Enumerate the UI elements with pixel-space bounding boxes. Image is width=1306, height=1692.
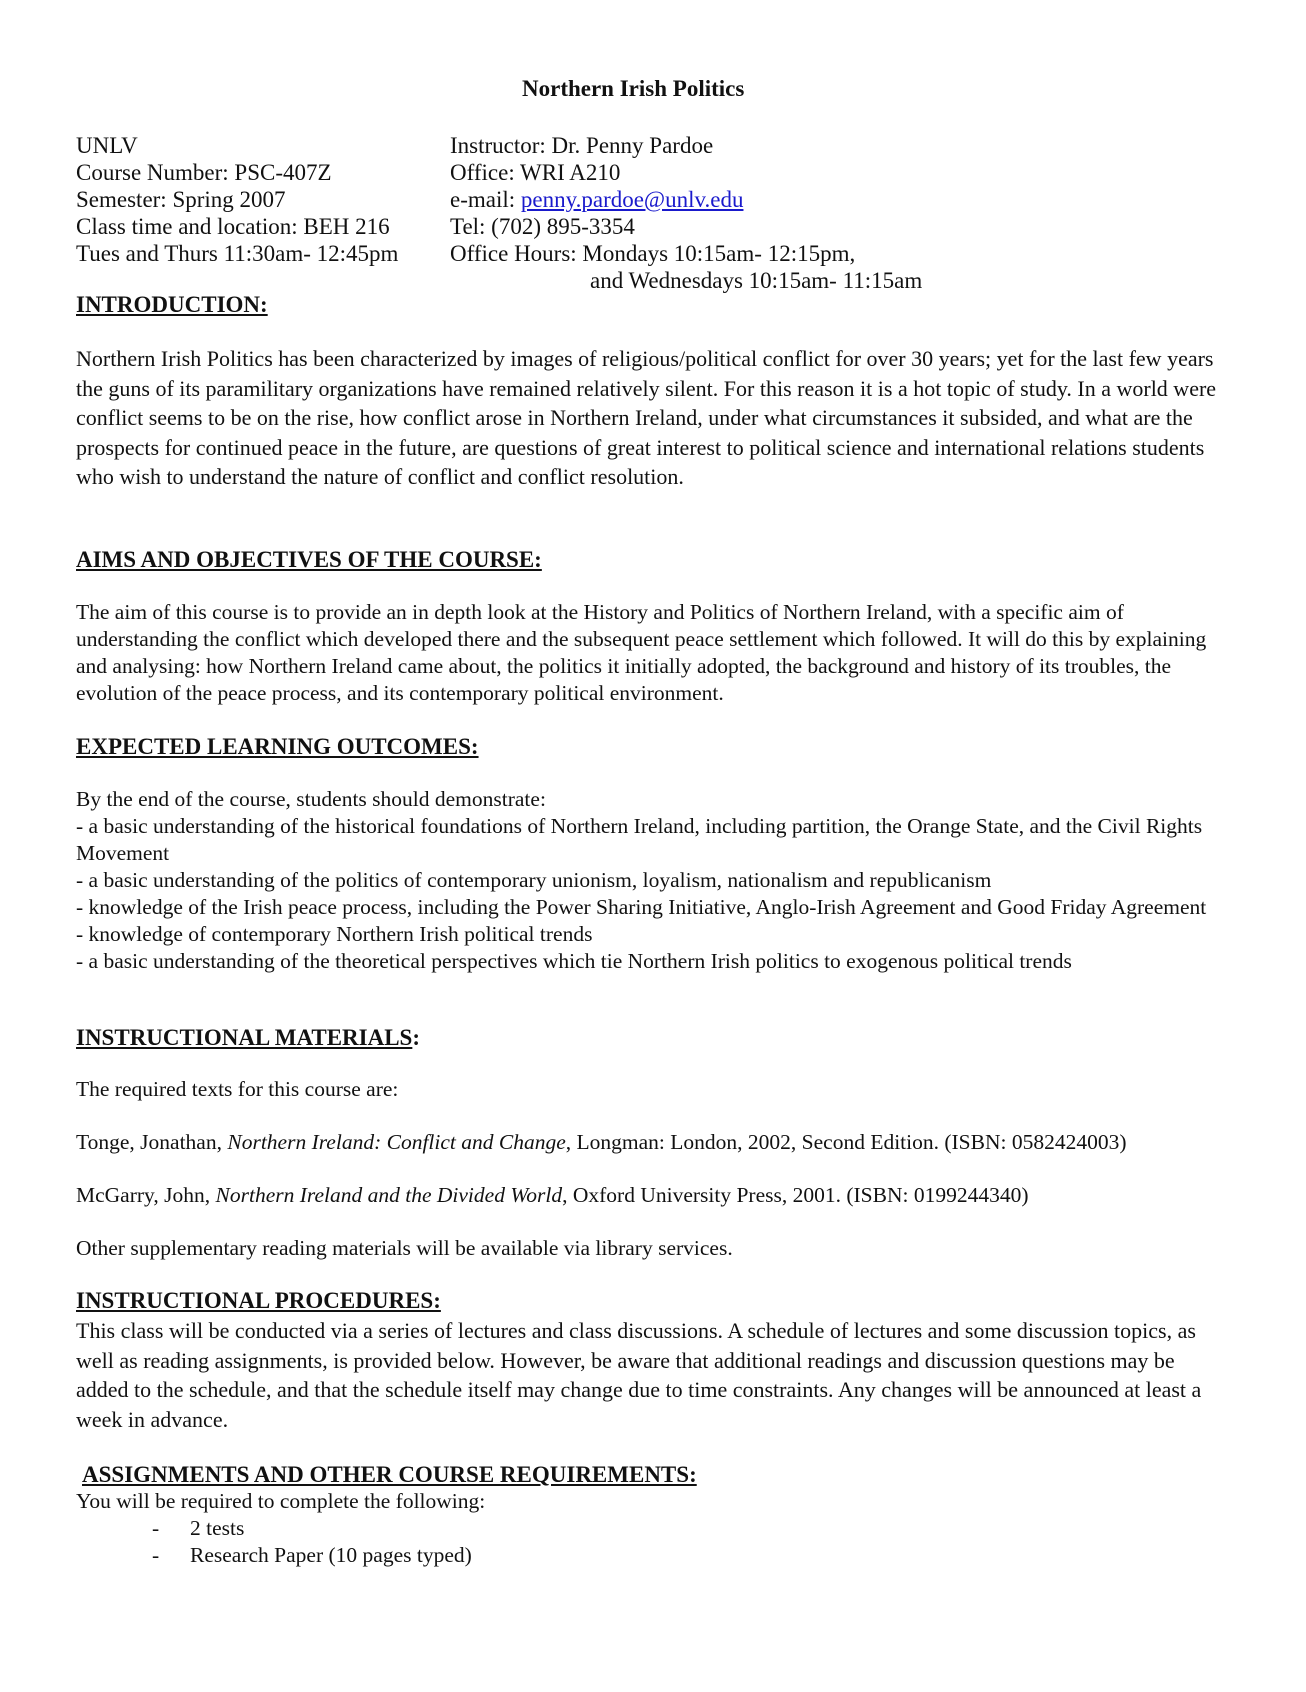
semester: Semester: Spring 2007 — [76, 187, 286, 212]
outcome-item: - a basic understanding of the politics of contemporary unionism, loyalism, nationalism and republicanism — [76, 868, 992, 892]
book-2-title: Northern Ireland and the Divided World — [215, 1183, 563, 1207]
office-hours-2: and Wednesdays 10:15am- 11:15am — [590, 268, 923, 293]
course-info-left — [76, 132, 398, 267]
outcome-item: - a basic understanding of the historical foundations of Northern Ireland, including partition, the Orange State, and the Civil Rights Movement — [76, 814, 1203, 865]
assignments-intro: You will be required to complete the following: — [76, 1489, 486, 1513]
email-link[interactable]: penny.pardoe@unlv.edu — [520, 187, 744, 212]
book-1-details: , Longman: London, 2002, Second Edition. (ISBN: 0582424003) — [565, 1130, 1127, 1154]
book-2-author: McGarry, John, — [76, 1183, 216, 1207]
assignments-heading-text: ASSIGNMENTS AND OTHER COURSE REQUIREMENTS: — [82, 1462, 697, 1487]
procedures-heading-text: INSTRUCTIONAL PROCEDURES: — [76, 1288, 441, 1313]
materials-heading-colon: : — [412, 1025, 421, 1050]
assignment-item — [152, 1516, 244, 1541]
outcome-item: - knowledge of contemporary Northern Irish political trends — [76, 922, 593, 946]
procedures-paragraph: This class will be conducted via a series of lectures and class discussions. A schedule of lectures and some discussion topics, as well as reading assignments, is provided below. However, be aware that additional readings and discussion questions may be added to the schedule, and that the schedule itself may change due to time constraints. Any changes will be announced at least a week in advance. — [76, 1318, 1202, 1432]
materials-intro: The required texts for this course are: — [76, 1077, 399, 1101]
class-location: Class time and location: BEH 216 — [76, 214, 390, 239]
book-1-title: Northern Ireland: Conflict and Change — [227, 1130, 566, 1154]
class-time: Tues and Thurs 11:30am- 12:45pm — [76, 241, 399, 266]
outcomes-list — [76, 786, 1226, 975]
bullet-dash: - — [152, 1543, 160, 1567]
outcome-item: - knowledge of the Irish peace process, including the Power Sharing Initiative, Anglo-Irish Agreement and Good Friday Agreement — [76, 895, 1207, 919]
office: Office: WRI A210 — [450, 160, 621, 185]
aims-heading: AIMS AND OBJECTIVES OF THE COURSE: — [76, 547, 542, 572]
telephone: Tel: (702) 895-3354 — [450, 214, 635, 239]
assignment-label: Research Paper (10 pages typed) — [190, 1543, 472, 1567]
bullet-dash: - — [152, 1516, 160, 1540]
email-line — [450, 186, 922, 213]
university-name: UNLV — [76, 133, 138, 158]
materials-heading-text: INSTRUCTIONAL MATERIALS — [76, 1025, 413, 1050]
intro-heading: INTRODUCTION: — [76, 292, 268, 317]
course-info-right — [450, 132, 922, 294]
materials-other: Other supplementary reading materials will be available via library services. — [76, 1236, 733, 1260]
outcomes-heading: EXPECTED LEARNING OUTCOMES: — [76, 734, 479, 759]
book-1-author: Tonge, Jonathan, — [76, 1130, 228, 1154]
assignments-heading — [82, 1462, 697, 1488]
book-2 — [76, 1183, 1029, 1208]
outcomes-intro: By the end of the course, students should demonstrate: — [76, 787, 546, 811]
assignment-label: 2 tests — [190, 1516, 245, 1540]
instructor: Instructor: Dr. Penny Pardoe — [450, 133, 714, 158]
aims-paragraph: The aim of this course is to provide an in depth look at the History and Politics of Northern Ireland, with a specific aim of understanding the conflict which developed there and the subsequent peace settlement which followed. It will do this by explaining and analysing: how Northern Ireland came about, the politics it initially adopted, the background and history of its troubles, the evolution of the peace process, and its contemporary political environment. — [76, 600, 1207, 705]
outcome-item: - a basic understanding of the theoretical perspectives which tie Northern Irish politics to exogenous political trends — [76, 949, 1072, 973]
email-label: e-mail: — [450, 187, 521, 212]
office-hours-1: Office Hours: Mondays 10:15am- 12:15pm, — [450, 241, 856, 266]
book-2-details: , Oxford University Press, 2001. (ISBN: 0199244340) — [562, 1183, 1029, 1207]
book-1 — [76, 1130, 1127, 1155]
intro-paragraph: Northern Irish Politics has been characterized by images of religious/political conflict for over 30 years; yet for the last few years the guns of its paramilitary organizations have remained relatively silent. For this reason it is a hot topic of study. In a world were conflict seems to be on the rise, how conflict arose in Northern Ireland, under what circumstances it subsided, and what are the prospects for continued peace in the future, are questions of great interest to political science and international relations students who wish to understand the nature of conflict and conflict resolution. — [76, 346, 1217, 489]
course-number: Course Number: PSC-407Z — [76, 160, 332, 185]
page-title: Northern Irish Politics — [522, 76, 745, 101]
assignment-item — [152, 1543, 472, 1568]
materials-heading — [76, 1025, 420, 1051]
procedures-heading — [76, 1288, 441, 1314]
